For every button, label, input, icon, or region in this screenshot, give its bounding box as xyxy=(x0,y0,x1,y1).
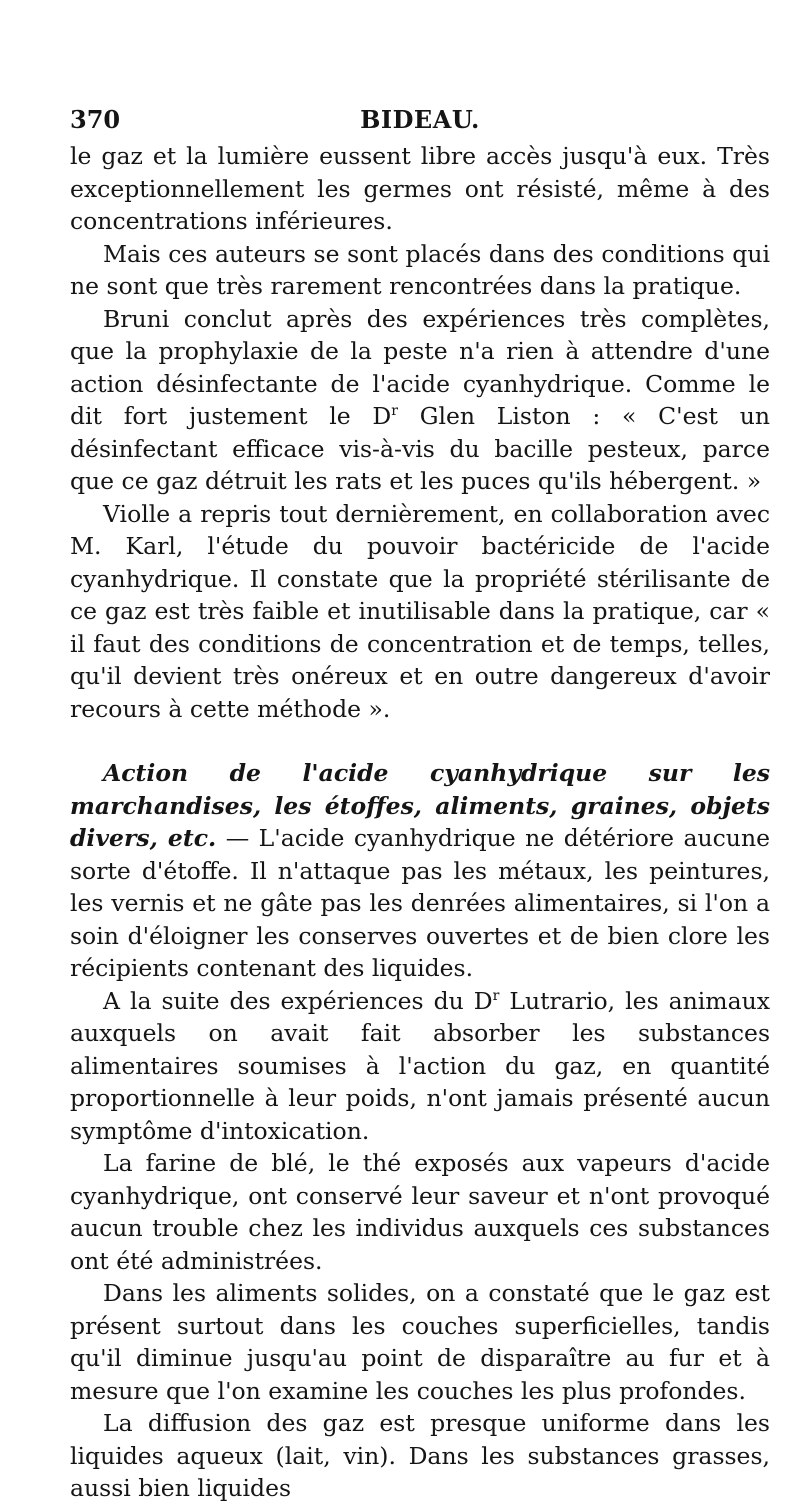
paragraph-6 xyxy=(70,985,770,1148)
book-page xyxy=(70,100,770,1502)
paragraph-6-text-b: Lutrario, les animaux auxquels on avait fait absorber les substances alimentaires soumises à l'action du gaz, en quantité proportionnelle à leur poids, n'ont jamais présenté aucun symptôme d'intoxication. xyxy=(70,986,770,1145)
section-heading: Action de l'acide cyanhydrique sur les marchandises, les étoffes, aliments, graines, objets divers, etc. xyxy=(70,759,770,852)
section-gap xyxy=(70,725,770,757)
running-title: BIDEAU. xyxy=(360,105,480,134)
doctor-abbrev-sup: r xyxy=(492,987,500,1004)
paragraph-8: Dans les aliments solides, on a constaté que le gaz est présent surtout dans les couches superficielles, tandis qu'il diminue jusqu'au point de disparaître au fur et à mesure que l'on examine les couches les plus profondes. xyxy=(70,1279,770,1405)
paragraph-7: La farine de blé, le thé exposés aux vapeurs d'acide cyanhydrique, ont conservé leur saveur et n'ont provoqué aucun trouble chez les individus auxquels ces substances ont été administrées. xyxy=(70,1149,770,1275)
paragraph-3-text-b: Glen Liston : « C'est un désinfectant efficace vis-à-vis du bacille pesteux, parce que ce gaz détruit les rats et les puces qu'ils hébergent. » xyxy=(70,402,770,495)
paragraph-3 xyxy=(70,303,770,498)
paragraph-3-text-a: Bruni conclut après des expériences très complètes, que la prophylaxie de la peste n'a rien à attendre d'une action désinfectante de l'acide cyanhydrique. Comme le dit fort justement le D xyxy=(70,304,770,430)
body-text xyxy=(70,140,770,1505)
paragraph-2: Mais ces auteurs se sont placés dans des conditions qui ne sont que très rarement rencontrées dans la pratique. xyxy=(70,239,770,300)
doctor-abbrev-sup: r xyxy=(391,403,399,420)
paragraph-4: Violle a repris tout dernièrement, en collaboration avec M. Karl, l'étude du pouvoir bactéricide de l'acide cyanhydrique. Il constate que la propriété stérilisante de ce gaz est très faible et inutilisable dans la pratique, car « il faut des conditions de concentration et de temps, telles, qu'il devient très onéreux et en outre dangereux d'avoir recours à cette méthode ». xyxy=(70,499,770,723)
running-head xyxy=(70,100,770,140)
paragraph-6-text-a: A la suite des expériences du D xyxy=(103,986,493,1015)
paragraph-1: le gaz et la lumière eussent libre accès jusqu'à eux. Très exceptionnellement les germes ont résisté, même à des concentrations inférieures. xyxy=(70,142,770,235)
page-number: 370 xyxy=(70,105,121,134)
paragraph-5 xyxy=(70,757,770,985)
paragraph-5-text: — L'acide cyanhydrique ne détériore aucune sorte d'étoffe. Il n'attaque pas les métaux, les peintures, les vernis et ne gâte pas les denrées alimentaires, si l'on a soin d'éloigner les conserves ouvertes et de bien clore les récipients contenant des liquides. xyxy=(70,824,770,982)
paragraph-9: La diffusion des gaz est presque uniforme dans les liquides aqueux (lait, vin). Dans les substances grasses, aussi bien liquides xyxy=(70,1409,770,1502)
